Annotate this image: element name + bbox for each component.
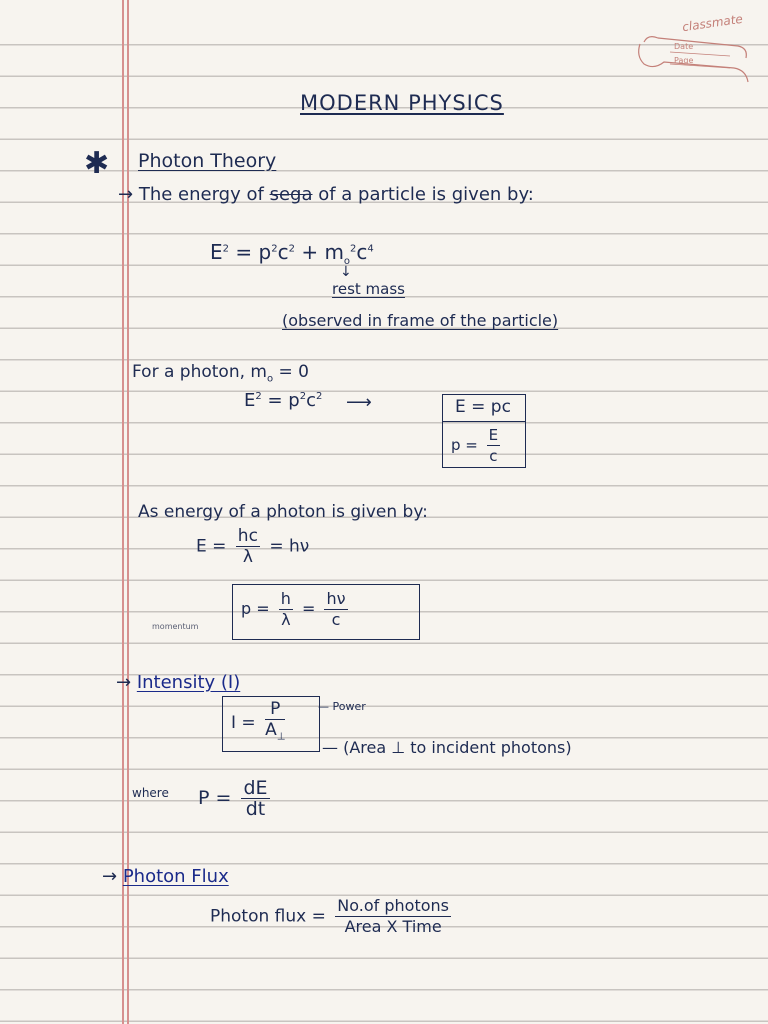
eq-plus: + [301, 240, 319, 264]
fraction-denominator: Area X Time [344, 917, 442, 936]
eq-m: m [324, 240, 344, 264]
rest-mass-label: rest mass [332, 280, 405, 298]
logo-brand: classmate [681, 11, 744, 35]
perp-sub: ⊥ [276, 731, 286, 743]
fraction-denominator: c [331, 610, 341, 629]
where-label: where [132, 786, 169, 800]
flux-lhs: Photon flux = [210, 906, 326, 927]
fraction [241, 778, 269, 819]
fraction-numerator: No.of photons [337, 896, 449, 915]
page-title: MODERN PHYSICS [300, 91, 504, 115]
intensity-lhs: I = [231, 713, 256, 734]
fraction [279, 589, 293, 630]
fraction [236, 526, 260, 567]
momentum-equation [241, 589, 352, 630]
right-arrow-icon: ⟶ [346, 392, 372, 413]
eq-p: = p [267, 390, 300, 411]
eq-sup: 4 [367, 243, 374, 255]
fraction-denominator [265, 720, 285, 747]
logo-date-label: Date [674, 42, 694, 51]
fraction-denominator: λ [281, 610, 291, 629]
eq-sup: 2 [350, 243, 357, 255]
area-note-text: (Area ⊥ to incident photons) [343, 738, 572, 757]
eq-E-lhs: E = [196, 536, 227, 557]
eq-equals: = [235, 240, 253, 264]
intro-text: The energy of [138, 184, 264, 205]
arrow-icon: → [116, 672, 132, 693]
for-photon-line [132, 362, 309, 384]
intro-line [118, 184, 534, 205]
eq-p: p [258, 240, 272, 264]
fraction-denominator: λ [242, 547, 253, 567]
area-note-line: — (Area ⊥ to incident photons) [322, 738, 572, 757]
fraction-numerator: dE [243, 777, 268, 799]
arrow-icon: → [102, 866, 118, 887]
star-icon: ✱ [84, 146, 110, 181]
eq-sup: 2 [316, 391, 323, 402]
energy-photon-equation [196, 526, 309, 567]
momentum-box [232, 584, 420, 640]
flux-heading-line [102, 866, 229, 887]
logo-page-label: Page [674, 56, 694, 65]
power-note: — Power [318, 700, 366, 713]
box-eq-E-pc: E = pc [455, 397, 511, 417]
intro-rest: of a particle is given by: [318, 184, 534, 205]
fraction-numerator: E [488, 426, 499, 444]
observed-note: (observed in frame of the particle) [282, 311, 559, 330]
fraction [487, 425, 500, 466]
eq-sup: 2 [271, 243, 278, 255]
eq-E: E [244, 390, 256, 411]
flux-heading: Photon Flux [122, 866, 229, 887]
power-note-text: Power [332, 700, 366, 713]
fraction [335, 896, 451, 937]
for-photon-text: For a photon, m [132, 362, 267, 382]
m0-sub: o [266, 373, 274, 385]
eq-sup: 2 [288, 243, 295, 255]
intensity-heading: Intensity (I) [136, 672, 241, 693]
energy-photon-text: As energy of a photon is given by: [138, 502, 428, 522]
box-divider [443, 421, 525, 422]
momentum-p-label: p = [241, 599, 270, 618]
intensity-equation [231, 699, 289, 747]
power-lhs: P = [198, 787, 232, 809]
fraction-numerator: hν [326, 589, 346, 608]
fraction [324, 589, 347, 630]
photon-equation [244, 390, 322, 411]
power-equation [198, 778, 274, 819]
eq-h-nu: = hν [269, 536, 310, 557]
eq-sub: o [343, 256, 351, 267]
box-p-label: p = [451, 436, 478, 454]
intensity-heading-line [116, 672, 240, 693]
eq-sup: 2 [299, 391, 307, 402]
down-arrow-icon: ↓ [340, 264, 352, 280]
eq-equals: = [301, 599, 316, 618]
flux-equation [210, 896, 455, 937]
eq-E: E [210, 240, 223, 264]
intro-struck-word: sega [269, 184, 313, 205]
eq-c: c [277, 240, 289, 264]
intensity-box [222, 696, 320, 752]
area-symbol: A [265, 720, 277, 740]
energy-momentum-equation [210, 240, 374, 267]
eq-sup: 2 [255, 391, 262, 402]
fraction-denominator: c [489, 447, 498, 465]
fraction-numerator: hc [237, 526, 258, 546]
side-note: momentum [152, 622, 199, 631]
fraction-denominator: dt [245, 798, 266, 820]
classmate-logo [634, 11, 754, 86]
fraction [265, 699, 285, 747]
eq-sup: 2 [222, 243, 230, 255]
fraction-numerator: P [265, 699, 285, 720]
arrow-icon: → [118, 184, 134, 205]
eq-c: c [356, 240, 368, 264]
eq-c: c [306, 390, 316, 411]
photon-result-box [442, 394, 526, 468]
box-p-eq [451, 425, 504, 466]
fraction-numerator: h [280, 589, 291, 608]
photon-theory-heading: Photon Theory [138, 150, 277, 172]
m0-value: = 0 [278, 362, 309, 382]
